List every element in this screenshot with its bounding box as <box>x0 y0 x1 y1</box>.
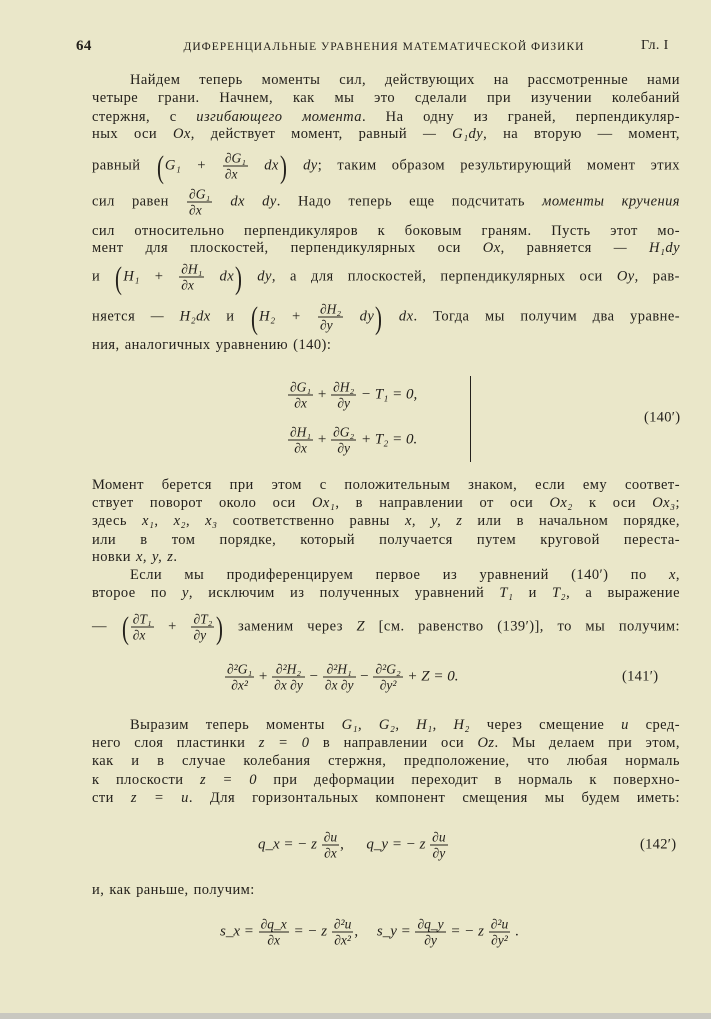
fraction <box>322 830 339 861</box>
text-run: Если мы продиференцируем первое из уравнений (140′) по <box>130 567 670 583</box>
right-paren: ) <box>375 299 383 335</box>
text-run: , равняется <box>500 240 614 256</box>
text-line <box>92 108 680 126</box>
text-line <box>92 609 681 645</box>
text-run: него слоя пластинки <box>92 735 259 751</box>
text-run: . Для горизонтальных компонент смещения мы будем иметь: <box>188 790 680 806</box>
text-run: ных оси <box>92 126 173 142</box>
text-run: ствует поворот около оси <box>92 495 312 511</box>
fraction-denominator: ∂x ∂y <box>274 677 303 693</box>
fraction-numerator: ∂G₁ <box>290 379 312 395</box>
text-run: , <box>154 513 174 529</box>
fraction-numerator: ∂u <box>432 829 446 845</box>
text-run: и <box>210 308 251 325</box>
text-run: , <box>185 513 206 529</box>
fraction-numerator: ∂G₁ <box>189 186 211 202</box>
fraction-denominator: ∂x <box>132 627 146 643</box>
math-italic: q_y = − z <box>366 836 430 853</box>
text-run: и, как раньше, получим: <box>92 882 255 898</box>
fraction <box>415 917 445 948</box>
fraction <box>179 262 204 293</box>
math-italic: q_x = − z <box>258 836 321 853</box>
text-run: сти <box>92 790 131 806</box>
math-italic: x₂ <box>173 513 186 529</box>
fraction-denominator: ∂x ∂y <box>324 677 354 693</box>
text-run: к плоскости <box>92 772 200 788</box>
text-run: . Тогда мы получим два уравне- <box>413 308 680 325</box>
fraction-denominator: ∂x <box>294 440 307 456</box>
equation-row <box>287 425 417 456</box>
text-run: — <box>92 618 121 635</box>
fraction-denominator: ∂x <box>189 202 202 218</box>
text-run: + <box>314 431 331 448</box>
math-italic: x, y, z <box>404 513 463 529</box>
text-run: , действует момент, равный <box>190 126 423 142</box>
math-italic: + T₂ = 0. <box>357 431 418 448</box>
math-italic: Ox <box>482 240 501 256</box>
fraction <box>131 612 154 643</box>
math-italic: x₃ <box>205 513 218 529</box>
text-run: , рав- <box>634 268 680 285</box>
text-run: и <box>92 268 115 285</box>
text-line <box>92 336 680 354</box>
math-italic: — G₁dy <box>422 126 484 142</box>
text-run: через смещение <box>469 717 622 733</box>
equation-number: (140′) <box>644 409 681 426</box>
text-run: при деформации переходит в нормаль к поверхно- <box>256 772 680 788</box>
fraction-denominator: ∂x² <box>334 932 351 948</box>
fraction-numerator: ∂T₁ <box>132 611 152 627</box>
text-run: заменим через <box>224 618 357 635</box>
fraction-denominator: ∂x <box>224 166 238 182</box>
text-run: + <box>154 618 191 635</box>
text-run: здесь <box>92 513 143 529</box>
equation-row <box>224 662 459 693</box>
right-paren: ) <box>216 609 224 645</box>
math-italic: dx <box>249 157 279 174</box>
text-run: новки <box>92 549 136 565</box>
text-run: четыре грани. Начнем, как мы это сделали при изучении колебаний <box>92 90 680 106</box>
text-line <box>92 531 680 549</box>
text-line <box>92 89 680 107</box>
fraction-numerator: ∂²H₂ <box>272 662 305 678</box>
math-italic: z = 0 <box>258 735 310 751</box>
chapter-label: Гл. I <box>641 38 669 53</box>
right-paren: ) <box>235 259 243 295</box>
fraction <box>331 425 356 456</box>
math-italic: = − z <box>289 923 331 940</box>
math-italic: x <box>669 567 676 583</box>
fraction <box>430 830 447 861</box>
math-italic: G₁ + <box>164 157 222 174</box>
fraction <box>225 662 254 693</box>
text-run: или в том порядке, который получается путем круговой переста- <box>92 532 680 548</box>
math-italic: x, y, z <box>136 549 174 565</box>
text-run: + <box>255 668 272 685</box>
text-line <box>92 771 680 789</box>
fraction-numerator: ∂²u <box>333 916 352 932</box>
text-run: − <box>305 668 322 685</box>
fraction-numerator: ∂²u <box>490 916 509 932</box>
text-line <box>130 716 680 734</box>
running-title: ДИФЕРЕНЦИАЛЬНЫЕ УРАВНЕНИЯ МАТЕМАТИЧЕСКОЙ ФИЗИКИ <box>183 41 585 53</box>
fraction-denominator: ∂x <box>294 395 307 411</box>
text-run: ния, аналогичных уравнению (140): <box>92 337 332 353</box>
text-run: , а выражение <box>566 585 680 601</box>
text-run: ; таким образом результирующий момент этих <box>317 157 680 174</box>
fraction-numerator: ∂u <box>323 829 338 845</box>
text-run: , исключим из полученных уравнений <box>188 585 500 601</box>
math-italic: Ox₂ <box>549 495 573 511</box>
math-italic: — H₁dy <box>613 240 681 256</box>
text-line <box>92 476 680 494</box>
fraction-numerator: ∂G₁ <box>224 150 246 166</box>
fraction <box>323 662 356 693</box>
fraction-denominator: ∂x² <box>231 677 248 693</box>
text-line <box>92 548 680 566</box>
math-italic: dy <box>344 308 375 325</box>
fraction-denominator: ∂x <box>181 277 194 293</box>
math-italic: y <box>182 585 189 601</box>
right-paren: ) <box>279 148 287 184</box>
math-italic: dy <box>243 268 272 285</box>
text-run: . <box>511 923 519 940</box>
fraction-numerator: ∂H₂ <box>333 379 355 395</box>
text-run: сред- <box>628 717 680 733</box>
text-line <box>92 148 680 184</box>
math-italic: s_x = <box>220 923 258 940</box>
text-run: Найдем теперь моменты сил, действующих на рассмотренные нами <box>130 72 680 88</box>
text-run: сил равен <box>92 193 187 210</box>
fraction-numerator: ∂q_x <box>260 916 287 932</box>
fraction-numerator: ∂²G₁ <box>227 661 253 677</box>
fraction-numerator: ∂q_y <box>417 916 444 932</box>
math-italic: dx <box>205 268 235 285</box>
math-italic: H₂ + <box>259 308 317 325</box>
fraction-denominator: ∂y² <box>379 677 397 693</box>
text-run: , <box>340 836 367 853</box>
fraction <box>259 917 289 948</box>
fraction <box>373 662 402 693</box>
text-run: сил относительно перпендикуляров к боковым граням. Пусть этот мо- <box>92 223 680 239</box>
text-run: Выразим теперь моменты <box>130 717 342 733</box>
text-line <box>92 299 680 335</box>
fraction <box>489 917 510 948</box>
text-line <box>130 71 680 89</box>
text-run: [см. равенство (139′)], то мы получим: <box>365 618 681 635</box>
text-run: мент для плоскостей, перпендикулярных оси <box>92 240 483 256</box>
math-italic: — H₂dx <box>150 308 211 325</box>
fraction-denominator: ∂x <box>324 845 337 861</box>
fraction-denominator: ∂y <box>424 932 437 948</box>
text-line <box>130 566 680 584</box>
text-run: второе по <box>92 585 183 601</box>
math-italic: x₁ <box>142 513 155 529</box>
math-italic: моменты кручения <box>542 193 680 210</box>
fraction-numerator: ∂²G₂ <box>375 661 401 677</box>
text-line <box>92 584 680 602</box>
left-paren: ( <box>250 299 259 335</box>
text-line <box>92 125 680 143</box>
text-run: и <box>513 585 553 601</box>
text-run: стержня, с <box>92 109 197 125</box>
text-run: . На одну из граней, перпендикуляр- <box>361 109 680 125</box>
math-italic: + Z = 0. <box>403 668 459 685</box>
page-number: 64 <box>76 38 92 54</box>
fraction-numerator: ∂²H₁ <box>323 662 356 678</box>
fraction <box>223 151 248 182</box>
math-italic: z = u <box>130 790 189 806</box>
text-line <box>92 259 680 295</box>
equation-number: (142′) <box>640 836 677 853</box>
math-italic: Ox₁ <box>312 495 336 511</box>
text-run: как и в случае колебания стержня, предположение, что любая нормаль <box>92 753 680 769</box>
fraction-numerator: ∂H₁ <box>290 424 312 440</box>
text-line <box>92 881 680 899</box>
text-line <box>92 222 680 240</box>
equation-row <box>220 917 519 948</box>
fraction <box>191 612 214 643</box>
math-italic: z = 0 <box>199 772 257 788</box>
text-run: , <box>354 923 377 940</box>
math-italic: Ox <box>172 126 191 142</box>
fraction-numerator: ∂T₂ <box>193 611 213 627</box>
text-run: , на вторую — момент, <box>483 126 680 142</box>
fraction-denominator: ∂y² <box>491 932 508 948</box>
fraction <box>331 380 356 411</box>
math-italic: Oy <box>616 268 635 285</box>
fraction <box>272 662 305 693</box>
text-run: . Мы делаем при этом, <box>494 735 680 751</box>
text-run: + <box>314 386 331 403</box>
left-paren: ( <box>115 259 123 295</box>
text-run: к оси <box>572 495 653 511</box>
equation-row <box>287 380 417 411</box>
text-run: . <box>173 549 178 565</box>
text-line <box>92 187 680 218</box>
fraction-numerator: ∂G₂ <box>333 424 355 440</box>
math-italic: Z <box>356 618 366 635</box>
text-line <box>92 494 680 512</box>
math-italic: изгибающего момента <box>196 109 362 125</box>
math-italic: dx <box>383 308 414 325</box>
math-italic: T₂ <box>552 585 567 601</box>
math-italic: dx dy <box>213 193 277 210</box>
fraction-denominator: ∂y <box>193 627 207 643</box>
fraction <box>288 380 313 411</box>
math-italic: Oz <box>477 735 495 751</box>
fraction <box>288 425 313 456</box>
math-italic: dy <box>287 157 318 174</box>
text-run: , в направлении от оси <box>335 495 550 511</box>
math-italic: G₁, G₂, H₁, H₂ <box>341 717 470 733</box>
math-italic: − T₁ = 0, <box>357 386 418 403</box>
fraction-denominator: ∂y <box>319 317 333 333</box>
text-run: Момент берется при этом с положительным знаком, если ему соответ- <box>92 477 680 493</box>
right-brace <box>466 376 471 462</box>
math-italic: s_y = <box>376 923 415 940</box>
text-run: ; <box>675 495 680 511</box>
math-italic: u <box>621 717 629 733</box>
equation-row <box>258 830 449 861</box>
fraction-denominator: ∂y <box>337 440 350 456</box>
math-italic: Ox₃ <box>652 495 676 511</box>
fraction <box>332 917 353 948</box>
fraction <box>318 302 343 333</box>
text-run: , <box>675 567 680 583</box>
text-run: соответственно равны <box>217 513 405 529</box>
fraction <box>187 187 212 218</box>
text-line <box>92 789 680 807</box>
left-paren: ( <box>121 609 129 645</box>
text-run: равный <box>92 157 156 174</box>
math-italic: T₁ <box>499 585 514 601</box>
text-run: , а для плоскостей, перпендикулярных оси <box>271 268 617 285</box>
fraction-numerator: ∂H₁ <box>181 261 203 277</box>
text-run: няется <box>92 308 151 325</box>
text-line <box>92 752 680 770</box>
text-run: − <box>356 668 373 685</box>
text-run: . Надо теперь еще подсчитать <box>276 193 543 210</box>
text-run: в направлении оси <box>309 735 478 751</box>
text-run: или в начальном порядке, <box>462 513 681 529</box>
left-paren: ( <box>156 148 164 184</box>
text-line <box>92 734 680 752</box>
math-italic: H₁ + <box>123 268 179 285</box>
text-line <box>92 239 680 257</box>
fraction-numerator: ∂H₂ <box>319 301 342 317</box>
text-line <box>92 512 680 530</box>
math-italic: = − z <box>446 923 488 940</box>
equation-number: (141′) <box>622 668 659 685</box>
fraction-denominator: ∂x <box>267 932 281 948</box>
page-edge <box>0 1013 711 1019</box>
fraction-denominator: ∂y <box>432 845 446 861</box>
fraction-denominator: ∂y <box>337 395 350 411</box>
